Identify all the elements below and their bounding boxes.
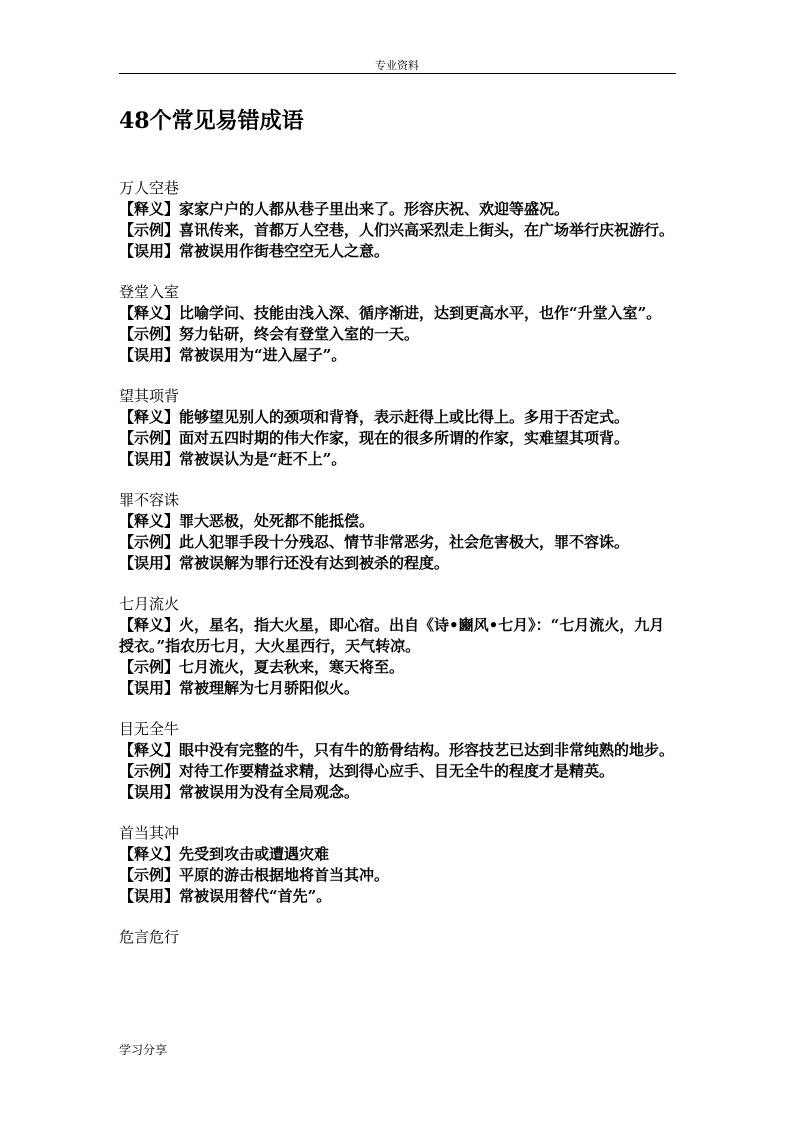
entry — [119, 927, 679, 948]
misuse-line: 【误用】常被误用为“进入屋子”。 — [119, 346, 347, 364]
example-line: 【示例】努力钻研，终会有登堂入室的一天。 — [119, 325, 420, 343]
misuse-line: 【误用】常被误用替代“首先”。 — [119, 887, 332, 905]
example-line: 【示例】七月流火，夏去秋来，寒天将至。 — [119, 658, 405, 676]
misuse-line: 【误用】常被误用为没有全局观念。 — [119, 783, 360, 801]
misuse-line: 【误用】常被误认为是“赶不上”。 — [119, 450, 347, 468]
misuse-line: 【误用】常被理解为七月骄阳似火。 — [119, 679, 360, 697]
entry — [119, 490, 679, 574]
page-footer: 学习分享 — [119, 1043, 168, 1057]
page-header: 专业资料 — [375, 59, 419, 72]
example-line: 【示例】对待工作要精益求精，达到得心应手、目无全牛的程度才是精英。 — [119, 762, 615, 780]
definition-line: 【释义】眼中没有完整的牛，只有牛的筋骨结构。形容技艺已达到非常纯熟的地步。 — [119, 741, 675, 759]
idiom-heading: 七月流火 — [119, 595, 180, 613]
idiom-heading: 危言危行 — [119, 928, 180, 946]
definition-line: 【释义】家家户户的人都从巷子里出来了。形容庆祝、欢迎等盛况。 — [119, 200, 570, 218]
idiom-heading: 望其项背 — [119, 387, 180, 405]
entries-list — [119, 178, 679, 968]
idiom-heading: 首当其冲 — [119, 824, 180, 842]
definition-line: 【释义】比喻学问、技能由浅入深、循序渐进，达到更高水平，也作“升堂入室”。 — [119, 304, 662, 322]
entry — [119, 823, 679, 907]
idiom-heading: 万人空巷 — [119, 179, 180, 197]
definition-line: 【释义】能够望见别人的颈项和背脊，表示赶得上或比得上。多用于否定式。 — [119, 408, 630, 426]
example-line: 【示例】面对五四时期的伟大作家，现在的很多所谓的作家，实难望其项背。 — [119, 429, 630, 447]
example-line: 【示例】喜讯传来，首都万人空巷，人们兴高采烈走上街头，在广场举行庆祝游行。 — [119, 221, 675, 239]
example-line: 【示例】平原的游击根据地将首当其冲。 — [119, 866, 390, 884]
entry — [119, 386, 679, 470]
misuse-line: 【误用】常被误解为罪行还没有达到被杀的程度。 — [119, 554, 450, 572]
definition-line: 【释义】先受到攻击或遭遇灾难 — [119, 845, 330, 863]
document-title: 48个常见易错成语 — [119, 108, 304, 134]
idiom-heading: 目无全牛 — [119, 720, 180, 738]
misuse-line: 【误用】常被误用作街巷空空无人之意。 — [119, 242, 390, 260]
header-divider — [119, 73, 676, 74]
entry — [119, 282, 679, 366]
idiom-heading: 登堂入室 — [119, 283, 180, 301]
definition-line: 【释义】罪大恶极，处死都不能抵偿。 — [119, 512, 375, 530]
definition-line: 【释义】火，星名，指大火星，即心宿。出自《诗•豳风•七月》：“七月流火，九月授衣。”指农历七月，大火星西行，天气转凉。 — [119, 616, 665, 655]
entry — [119, 719, 679, 803]
idiom-heading: 罪不容诛 — [119, 491, 180, 509]
entry — [119, 594, 679, 699]
example-line: 【示例】此人犯罪手段十分残忍、情节非常恶劣，社会危害极大，罪不容诛。 — [119, 533, 630, 551]
entry — [119, 178, 679, 262]
